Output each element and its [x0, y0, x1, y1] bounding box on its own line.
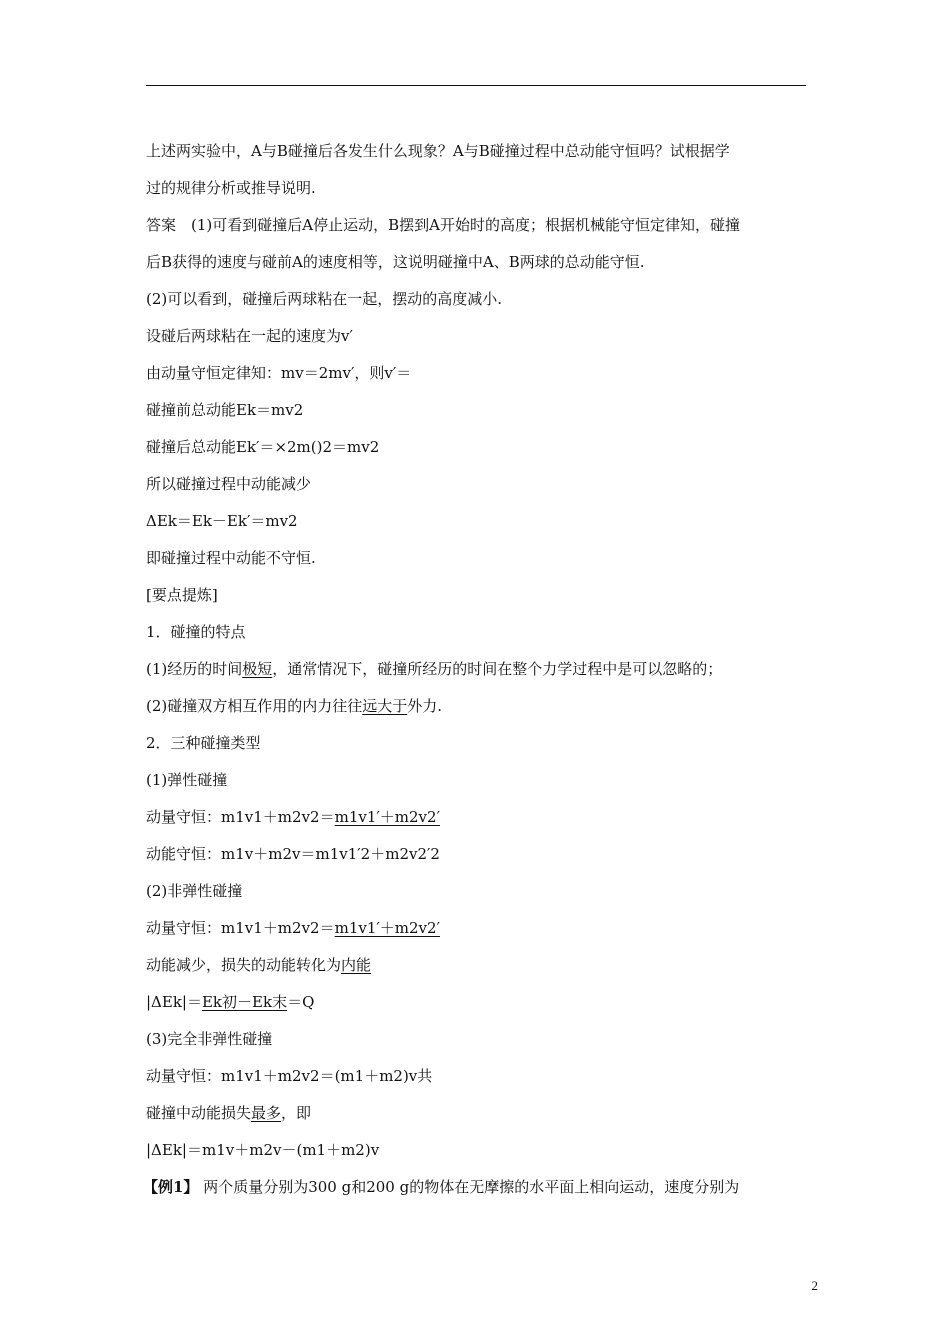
answer-line-3: (2)可以看到，碰撞后两球粘在一起，摆动的高度减小. [146, 290, 503, 308]
blank-answer: Ek初－Ek末 [201, 993, 288, 1011]
inelastic-momentum: 动量守恒：m1v1＋m2v2＝m1v1′＋m2v2′ [146, 919, 440, 937]
answer-line-2: 后B获得的速度与碰前A的速度相等，这说明碰撞中A、B两球的总动能守恒. [146, 253, 645, 271]
answer-line-9: ΔEk＝Ek－Ek′＝mv2 [146, 512, 298, 530]
perfectly-inelastic-momentum: 动量守恒：m1v1＋m2v2＝(m1＋m2)v共 [146, 1067, 433, 1085]
blank-answer: 最多 [251, 1104, 282, 1122]
blank-answer: m1v1′＋m2v2′ [334, 919, 440, 937]
blank-answer: 内能 [341, 956, 372, 974]
elastic-heading: (1)弹性碰撞 [146, 771, 228, 789]
perfectly-inelastic-heading: (3)完全非弹性碰撞 [146, 1030, 273, 1048]
point-1-2: (2)碰撞双方相互作用的内力往往远大于外力. [146, 697, 443, 715]
answer-line-1: 答案 (1)可看到碰撞后A停止运动，B摆到A开始时的高度；根据机械能守恒定律知，碰撞 [146, 216, 740, 234]
example-label: 【例1】 [143, 1178, 199, 1196]
elastic-energy: 动能守恒：m1v＋m2v＝m1v1′2＋m2v2′2 [146, 845, 440, 863]
inelastic-heading: (2)非弹性碰撞 [146, 882, 243, 900]
inelastic-energy: 动能减少，损失的动能转化为内能 [146, 956, 372, 974]
inelastic-loss: |ΔEk|＝Ek初－Ek末＝Q [146, 993, 315, 1011]
answer-line-4: 设碰后两球粘在一起的速度为v′ [146, 327, 353, 345]
blank-answer: 远大于 [362, 697, 408, 715]
page-number: 2 [811, 1278, 818, 1293]
blank-answer: 极短 [242, 660, 273, 678]
perfectly-inelastic-loss-text: 碰撞中动能损失最多，即 [146, 1104, 312, 1122]
answer-line-8: 所以碰撞过程中动能减少 [146, 475, 312, 493]
answer-line-5: 由动量守恒定律知：mv＝2mv′，则v′＝ [146, 364, 412, 382]
elastic-momentum: 动量守恒：m1v1＋m2v2＝m1v1′＋m2v2′ [146, 808, 440, 826]
blank-answer: m1v1′＋m2v2′ [334, 808, 440, 826]
header-rule [146, 85, 806, 86]
answer-line-7: 碰撞后总动能Ek′＝×2m()2＝mv2 [146, 438, 380, 456]
answer-line-6: 碰撞前总动能Ek＝mv2 [146, 401, 304, 419]
example-1: 【例1】 两个质量分别为300 g和200 g的物体在无摩擦的水平面上相向运动，速度分别为 [143, 1178, 740, 1196]
point-1-1: (1)经历的时间极短，通常情况下，碰撞所经历的时间在整个力学过程中是可以忽略的； [146, 660, 723, 678]
key-points-heading: [要点提炼] [146, 586, 218, 604]
perfectly-inelastic-loss-formula: |ΔEk|＝m1v＋m2v－(m1＋m2)v [146, 1141, 380, 1159]
question-line-1: 上述两实验中，A与B碰撞后各发生什么现象？A与B碰撞过程中总动能守恒吗？试根据学 [146, 142, 730, 160]
question-line-2: 过的规律分析或推导说明. [146, 179, 316, 197]
section-1-title: 1．碰撞的特点 [146, 623, 246, 641]
answer-label: 答案 [146, 216, 177, 234]
answer-line-10: 即碰撞过程中动能不守恒. [146, 549, 316, 567]
section-2-title: 2．三种碰撞类型 [146, 734, 261, 752]
